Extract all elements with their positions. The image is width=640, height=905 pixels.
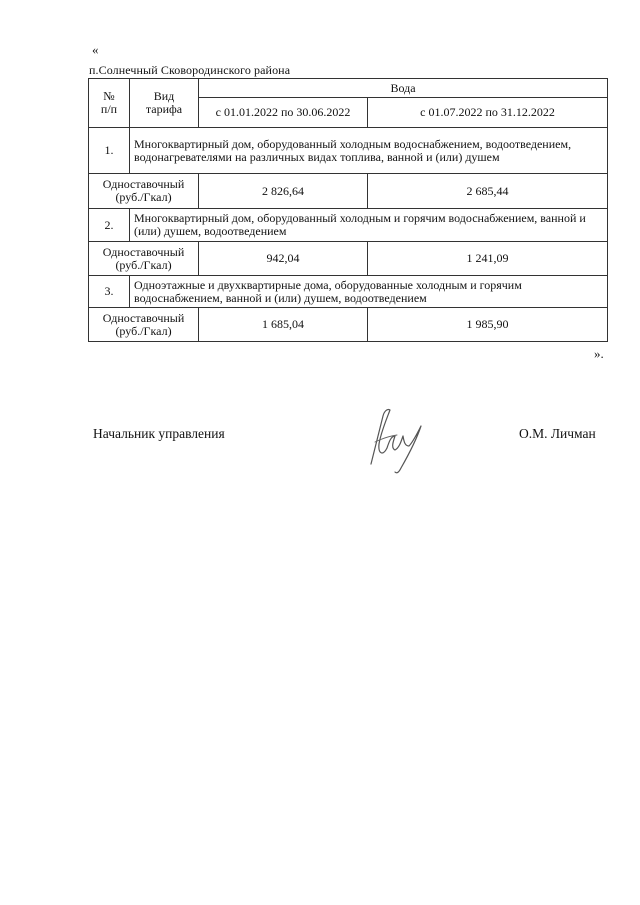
closing-quote: ».: [594, 346, 604, 361]
header-tariff-type: Вид тарифа: [130, 79, 199, 128]
table-row: [89, 276, 608, 308]
row-tariff-type: Одноставочный (руб./Гкал): [89, 174, 199, 209]
place-heading: п.Солнечный Сковородинского района: [89, 63, 291, 77]
signatory-title: Начальник управления: [93, 426, 225, 441]
table-row: [89, 308, 608, 342]
row-number: 2.: [89, 209, 130, 242]
table-row: [89, 209, 608, 242]
row-value-period-2: 1 985,90: [368, 308, 608, 342]
signatory-name: О.М. Личман: [519, 426, 596, 441]
row-description: Одноэтажные и двухквартирные дома, оборудованные холодным и горячим водоснабжением, ванной и (или) душем, водоотведением: [130, 276, 608, 308]
header-period-2: с 01.07.2022 по 31.12.2022: [368, 98, 608, 128]
row-value-period-1: 1 685,04: [199, 308, 368, 342]
row-description: Многоквартирный дом, оборудованный холодным и горячим водоснабжением, ванной и (или) душем, водоотведением: [130, 209, 608, 242]
table-row: [89, 128, 608, 174]
row-value-period-2: 2 685,44: [368, 174, 608, 209]
row-value-period-2: 1 241,09: [368, 242, 608, 276]
header-water: Вода: [199, 79, 608, 98]
row-number: 1.: [89, 128, 130, 174]
tariff-table: [88, 78, 608, 342]
row-number: 3.: [89, 276, 130, 308]
row-value-period-1: 942,04: [199, 242, 368, 276]
row-value-period-1: 2 826,64: [199, 174, 368, 209]
header-period-1: с 01.01.2022 по 30.06.2022: [199, 98, 368, 128]
handwritten-signature: [357, 402, 437, 482]
header-number: № п/п: [89, 79, 130, 128]
row-tariff-type: Одноставочный (руб./Гкал): [89, 242, 199, 276]
row-description: Многоквартирный дом, оборудованный холодным водоснабжением, водоотведением, водонагревателями на различных видах топлива, ванной и (или) душем: [130, 128, 608, 174]
table-row: [89, 242, 608, 276]
opening-quote: «: [92, 42, 99, 57]
row-tariff-type: Одноставочный (руб./Гкал): [89, 308, 199, 342]
table-row: [89, 174, 608, 209]
